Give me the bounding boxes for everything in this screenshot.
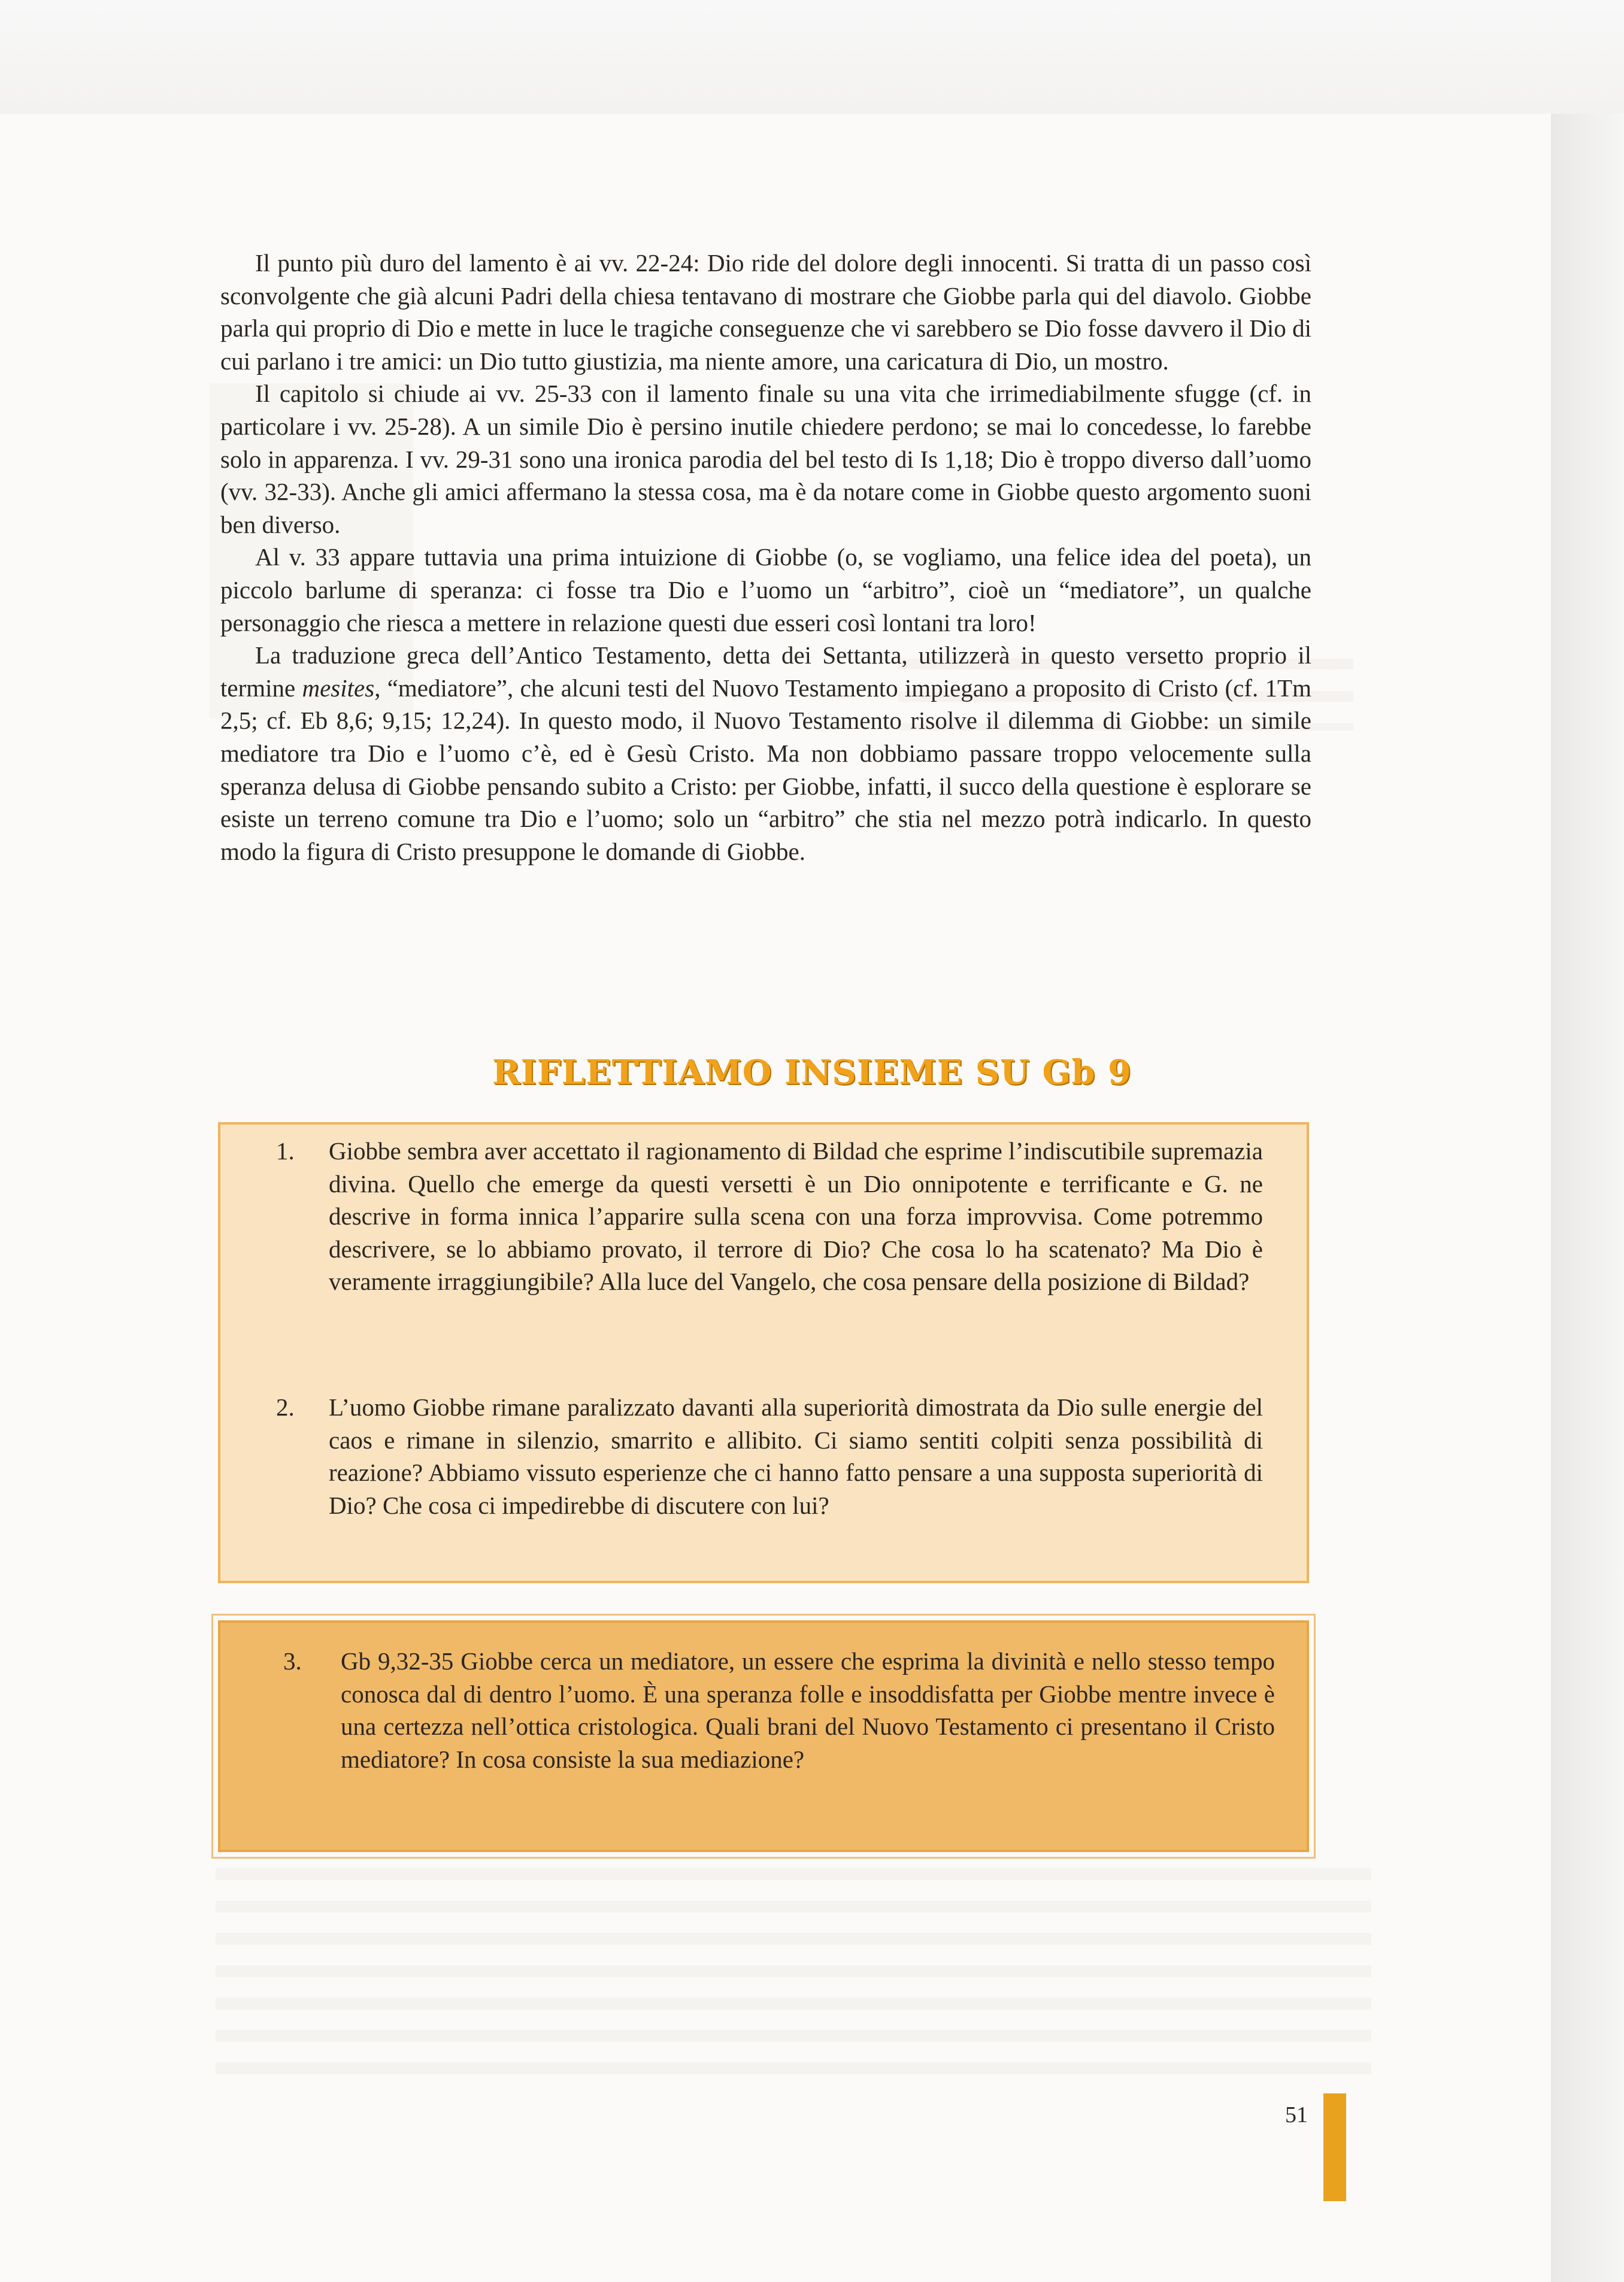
question-item (276, 1391, 1263, 1522)
question-text: L’uomo Giobbe rimane paralizzato davanti alla superiorità dimostrata da Dio sulle energie del caos e rimane in silenzio, smarrito e allibito. Ci siamo sentiti colpiti senza possibilità di reazione? Abbiamo vissuto esperienze che ci hanno fatto pensare a una supposta superiorità di Dio? Che cosa ci impedirebbe di discutere con lui? (329, 1393, 1263, 1519)
question-number: 3. (283, 1647, 302, 1675)
page-edge (1551, 114, 1624, 2282)
question-number: 1. (276, 1137, 295, 1165)
paragraph: Al v. 33 appare tuttavia una prima intuizione di Giobbe (o, se vogliamo, una felice idea del poeta), un piccolo barlume di speranza: ci fosse tra Dio e l’uomo un “arbitro”, cioè un “mediatore”, un qualche personaggio che riesca a mettere in relazione questi due esseri così lontani tra loro! (220, 543, 1311, 637)
question-number: 2. (276, 1393, 295, 1421)
paragraph-text: La traduzione greca dell’Antico Testamento, detta dei Settanta, utilizzerà in questo versetto proprio il termine (220, 641, 1311, 702)
question-item (276, 1135, 1263, 1298)
body-text (220, 247, 1311, 868)
paragraph-text: , “mediatore”, che alcuni testi del Nuovo Testamento impiegano a proposito di Cristo (cf. 1Tm 2,5; cf. Eb 8,6; 9,15; 12,24). In questo modo, il Nuovo Testamento risolve il dilemma di Giobbe: un simile mediatore tra Dio e l’uomo c’è, ed è Gesù Cristo. Ma non dobbiamo passare troppo velocemente sulla speranza delusa di Giobbe pensando subito a Cristo: per Giobbe, infatti, il succo della questione è esplorare se esiste un terreno comune tra Dio e l’uomo; solo un “arbitro” che stia nel mezzo potrà indicarlo. In questo modo la figura di Cristo presuppone le domande di Giobbe. (220, 674, 1311, 865)
page-number: 51 (1285, 2102, 1308, 2128)
question-text: Giobbe sembra aver accettato il ragionamento di Bildad che esprime l’indiscutibile supremazia divina. Quello che emerge da questi versetti è un Dio onnipotente e terrificante e G. ne descrive in forma innica l’apparire sulla scena con una forza improvvisa. Come potremmo descrivere, se lo abbiamo provato, il terrore di Dio? Che cosa lo ha scatenato? Ma Dio è veramente irraggiungibile? Alla luce del Vangelo, che cosa pensare della posizione di Bildad? (329, 1137, 1263, 1296)
section-heading: RIFLETTIAMO INSIEME SU Gb 9 (492, 1053, 1132, 1092)
scan-background (0, 0, 1624, 114)
paragraph: Il punto più duro del lamento è ai vv. 22-24: Dio ride del dolore degli innocenti. Si tratta di un passo così sconvolgente che già alcuni Padri della chiesa tentavano di mostrare che Giobbe parla qui del diavolo. Giobbe parla qui proprio di Dio e mette in luce le tragiche conseguenze che vi sarebbero se Dio fosse davvero il Dio di cui parlano i tre amici: un Dio tutto giustizia, ma niente amore, una caricatura di Dio, un mostro. (220, 249, 1311, 375)
bleed-through (216, 1868, 1371, 2078)
question-text: Gb 9,32-35 Giobbe cerca un mediatore, un essere che esprima la divinità e nello stesso tempo conosca dal di dentro l’uomo. È una speranza folle e insoddisfatta per Giobbe mentre invece è una certezza nell’ottica cristologica. Quali brani del Nuovo Testamento ci presentano il Cristo mediatore? In cosa consiste la sua mediazione? (341, 1647, 1275, 1773)
italic-term: mesites (302, 674, 375, 702)
paragraph (220, 639, 1311, 868)
paragraph: Il capitolo si chiude ai vv. 25-33 con il lamento finale su una vita che irrimediabilmente sfugge (cf. in particolare i vv. 25-28). A un simile Dio è persino inutile chiedere perdono; se mai lo concedesse, lo farebbe solo in apparenza. I vv. 29-31 sono una ironica parodia del bel testo di Is 1,18; Dio è troppo diverso dall’uomo (vv. 32-33). Anche gli amici affermano la stessa cosa, ma è da notare come in Giobbe questo argomento suoni ben diverso. (220, 380, 1311, 538)
question-item (283, 1645, 1275, 1775)
page-number-bar (1323, 2093, 1346, 2201)
